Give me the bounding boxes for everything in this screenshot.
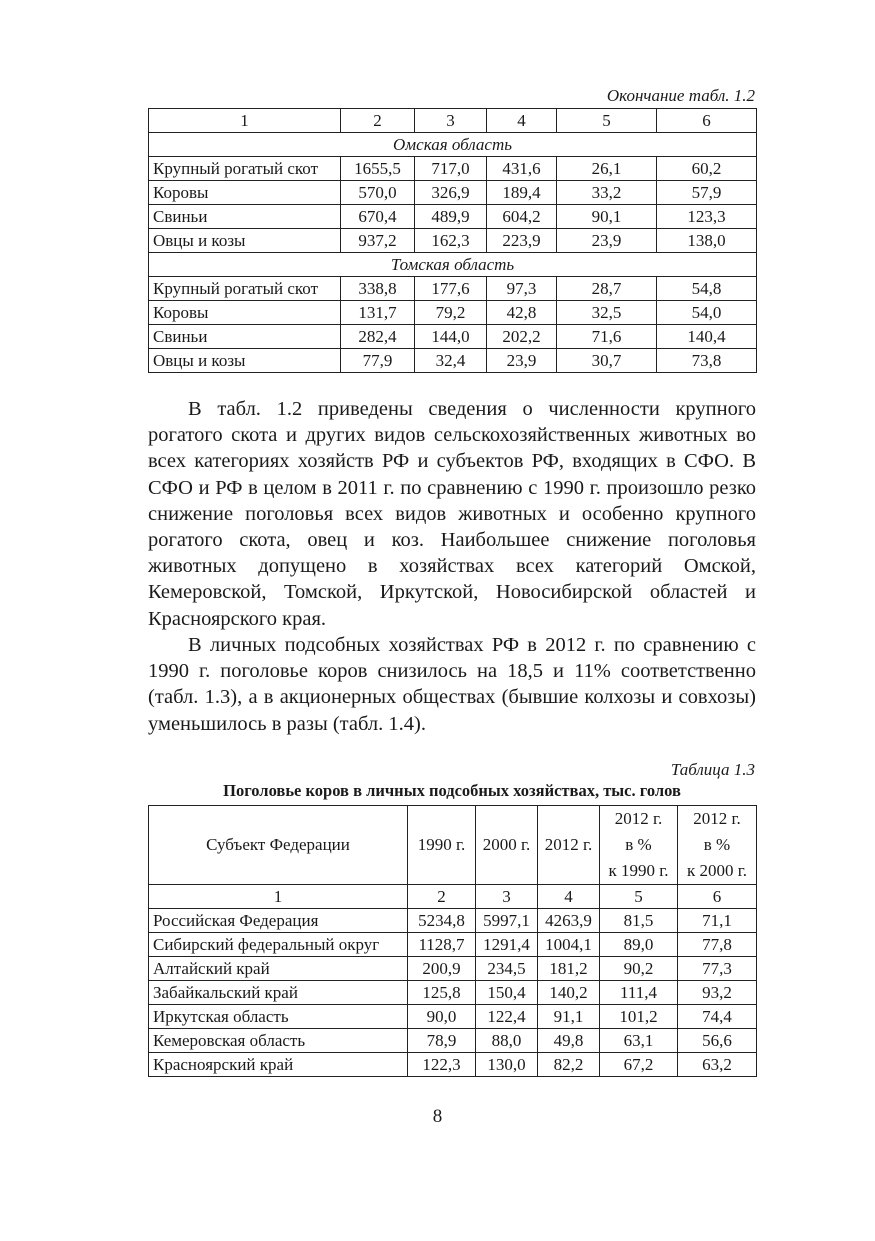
- table-cell: 125,8: [408, 981, 476, 1005]
- header-line: к 2000 г.: [686, 861, 748, 880]
- table-row: [149, 229, 757, 253]
- table-row: [149, 933, 757, 957]
- table-cell: 73,8: [657, 349, 757, 373]
- row-label: Иркутская область: [149, 1005, 408, 1029]
- table-cell: 54,0: [657, 301, 757, 325]
- table-cell: 123,3: [657, 205, 757, 229]
- cows-table-body: [149, 806, 757, 1077]
- table-cell: 1655,5: [341, 157, 415, 181]
- header-subject: Субъект Федерации: [149, 806, 408, 885]
- table-cell: 74,4: [678, 1005, 757, 1029]
- row-label: Красноярский край: [149, 1053, 408, 1077]
- table-cell: 140,4: [657, 325, 757, 349]
- table-cell: 28,7: [557, 277, 657, 301]
- table-row: [149, 957, 757, 981]
- table-cell: 338,8: [341, 277, 415, 301]
- row-label: Российская Федерация: [149, 909, 408, 933]
- table-cell: 326,9: [415, 181, 487, 205]
- table-row: [149, 205, 757, 229]
- table-cell: 90,0: [408, 1005, 476, 1029]
- header-pct-2000: [678, 806, 757, 885]
- column-number: 6: [678, 885, 757, 909]
- table-cell: 56,6: [678, 1029, 757, 1053]
- table-cell: 937,2: [341, 229, 415, 253]
- region-name: Томская область: [149, 253, 757, 277]
- livestock-table: [148, 108, 757, 373]
- row-label: Сибирский федеральный округ: [149, 933, 408, 957]
- table-cell: 78,9: [408, 1029, 476, 1053]
- row-label: Крупный рогатый скот: [149, 277, 341, 301]
- row-label: Коровы: [149, 301, 341, 325]
- header-1990: 1990 г.: [408, 806, 476, 885]
- table-cell: 177,6: [415, 277, 487, 301]
- table-cell: 32,5: [557, 301, 657, 325]
- row-label: Алтайский край: [149, 957, 408, 981]
- table-cell: 79,2: [415, 301, 487, 325]
- table-cell: 71,1: [678, 909, 757, 933]
- table-cell: 140,2: [538, 981, 600, 1005]
- table-cell: 138,0: [657, 229, 757, 253]
- table-cell: 89,0: [600, 933, 678, 957]
- column-number: 4: [487, 109, 557, 133]
- table-cell: 90,1: [557, 205, 657, 229]
- table-cell: 150,4: [476, 981, 538, 1005]
- row-label: Овцы и козы: [149, 349, 341, 373]
- table-cell: 202,2: [487, 325, 557, 349]
- table-cell: 91,1: [538, 1005, 600, 1029]
- table-title: Поголовье коров в личных подсобных хозяйствах, тыс. голов: [223, 781, 681, 800]
- region-row: [149, 253, 757, 277]
- table-cell: 23,9: [557, 229, 657, 253]
- table-cell: 1128,7: [408, 933, 476, 957]
- table-cell: 77,9: [341, 349, 415, 373]
- table-cell: 33,2: [557, 181, 657, 205]
- table-cell: 111,4: [600, 981, 678, 1005]
- table-cell: 23,9: [487, 349, 557, 373]
- table-cell: 54,8: [657, 277, 757, 301]
- table-cell: 90,2: [600, 957, 678, 981]
- table-cell: 57,9: [657, 181, 757, 205]
- table-cell: 181,2: [538, 957, 600, 981]
- table-row: [149, 1029, 757, 1053]
- table-cell: 26,1: [557, 157, 657, 181]
- body-paragraph: В табл. 1.2 приведены сведения о численности крупного рогатого скота и других видов сельскохозяйственных животных во всех категориях хозяйств РФ и субъектов РФ, входящих в СФО. В СФО и РФ в целом в 2011 г. по сравнению с 1990 г. произошло резко снижение поголовья всех видов животных и особенно крупного рогатого скота, овец и коз. Наибольшее снижение поголовья животных допущено в хозяйствах всех категорий Омской, Кемеровской, Томской, Иркутской, Новосибирской областей и Красноярского края.: [148, 398, 756, 630]
- table-cell: 71,6: [557, 325, 657, 349]
- column-number: 5: [600, 885, 678, 909]
- table-cell: 67,2: [600, 1053, 678, 1077]
- row-label: Свиньи: [149, 205, 341, 229]
- row-label: Свиньи: [149, 325, 341, 349]
- table-cell: 88,0: [476, 1029, 538, 1053]
- column-number: 3: [476, 885, 538, 909]
- table-cell: 234,5: [476, 957, 538, 981]
- column-number: 5: [557, 109, 657, 133]
- table-cell: 200,9: [408, 957, 476, 981]
- table-cell: 81,5: [600, 909, 678, 933]
- table-header-row: [149, 109, 757, 133]
- table-row: [149, 909, 757, 933]
- header-line: 2012 г.: [693, 809, 741, 828]
- table-continuation-caption: Окончание табл. 1.2: [606, 86, 755, 105]
- table-cell: 122,3: [408, 1053, 476, 1077]
- table-cell: 122,4: [476, 1005, 538, 1029]
- table-row: [149, 981, 757, 1005]
- table-cell: 5997,1: [476, 909, 538, 933]
- table-row: [149, 277, 757, 301]
- table-row: [149, 181, 757, 205]
- table-row: [149, 301, 757, 325]
- header-2000: 2000 г.: [476, 806, 538, 885]
- region-row: [149, 133, 757, 157]
- table-number-row: [149, 885, 757, 909]
- table-cell: 30,7: [557, 349, 657, 373]
- header-pct-1990: [600, 806, 678, 885]
- table-cell: 93,2: [678, 981, 757, 1005]
- column-number: 2: [341, 109, 415, 133]
- page-number: 8: [432, 1106, 443, 1127]
- table-cell: 49,8: [538, 1029, 600, 1053]
- row-label: Кемеровская область: [149, 1029, 408, 1053]
- table-cell: 223,9: [487, 229, 557, 253]
- table-cell: 489,9: [415, 205, 487, 229]
- body-paragraph: В личных подсобных хозяйствах РФ в 2012 г. по сравнению с 1990 г. поголовье коров снизилось на 18,5 и 11% соответственно (табл. 1.3), а в акционерных обществах (бывшие колхозы и совхозы) уменьшилось в разы (табл. 1.4).: [148, 634, 756, 735]
- table-cell: 431,6: [487, 157, 557, 181]
- row-label: Забайкальский край: [149, 981, 408, 1005]
- table-cell: 282,4: [341, 325, 415, 349]
- table-row: [149, 349, 757, 373]
- column-number: 2: [408, 885, 476, 909]
- table-cell: 189,4: [487, 181, 557, 205]
- header-2012: 2012 г.: [538, 806, 600, 885]
- row-label: Овцы и козы: [149, 229, 341, 253]
- table-row: [149, 325, 757, 349]
- header-line: 2012 г.: [614, 809, 663, 828]
- table-label: Таблица 1.3: [670, 760, 755, 779]
- region-name: Омская область: [149, 133, 757, 157]
- table-cell: 82,2: [538, 1053, 600, 1077]
- table-cell: 101,2: [600, 1005, 678, 1029]
- header-line: в %: [625, 835, 652, 854]
- table-cell: 131,7: [341, 301, 415, 325]
- header-line: в %: [703, 835, 731, 854]
- table-header-row: [149, 806, 757, 885]
- table-row: [149, 157, 757, 181]
- column-number: 6: [657, 109, 757, 133]
- table-cell: 77,8: [678, 933, 757, 957]
- livestock-table-body: [149, 109, 757, 373]
- column-number: 1: [149, 885, 408, 909]
- table-cell: 5234,8: [408, 909, 476, 933]
- table-cell: 4263,9: [538, 909, 600, 933]
- table-cell: 1291,4: [476, 933, 538, 957]
- table-cell: 144,0: [415, 325, 487, 349]
- column-number: 1: [149, 109, 341, 133]
- table-cell: 604,2: [487, 205, 557, 229]
- table-cell: 717,0: [415, 157, 487, 181]
- row-label: Коровы: [149, 181, 341, 205]
- table-cell: 63,1: [600, 1029, 678, 1053]
- table-cell: 63,2: [678, 1053, 757, 1077]
- table-cell: 1004,1: [538, 933, 600, 957]
- header-line: к 1990 г.: [608, 861, 669, 880]
- table-cell: 32,4: [415, 349, 487, 373]
- table-row: [149, 1005, 757, 1029]
- table-cell: 97,3: [487, 277, 557, 301]
- cows-table: [148, 805, 757, 1077]
- table-cell: 670,4: [341, 205, 415, 229]
- table-cell: 130,0: [476, 1053, 538, 1077]
- table-cell: 162,3: [415, 229, 487, 253]
- table-cell: 42,8: [487, 301, 557, 325]
- table-cell: 60,2: [657, 157, 757, 181]
- column-number: 3: [415, 109, 487, 133]
- table-row: [149, 1053, 757, 1077]
- table-cell: 570,0: [341, 181, 415, 205]
- table-cell: 77,3: [678, 957, 757, 981]
- row-label: Крупный рогатый скот: [149, 157, 341, 181]
- column-number: 4: [538, 885, 600, 909]
